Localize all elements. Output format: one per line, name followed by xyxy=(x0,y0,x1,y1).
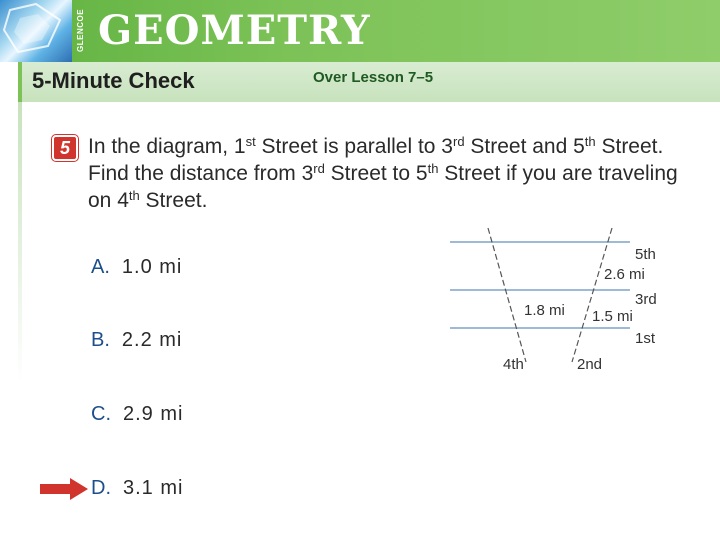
choice-value: 2.9 mi xyxy=(123,403,184,425)
choice-value: 1.0 mi xyxy=(121,256,183,278)
label-length-c: 1.5 mi xyxy=(592,308,633,325)
check-title: 5-Minute Check xyxy=(32,68,195,93)
question-text: In the diagram, 1st Street is parallel to 3rd Street and 5th Street. Find the distance from 3rd Street to 5th Street if you are traveling on 4th Street. xyxy=(88,134,678,212)
logo-graphic xyxy=(0,0,72,62)
choice-letter: B. xyxy=(91,329,110,351)
choice-b[interactable] xyxy=(91,327,182,353)
label-3rd: 3rd xyxy=(635,291,657,308)
choice-letter: D. xyxy=(91,477,111,499)
course-title: GEOMETRY xyxy=(98,7,371,54)
choice-value: 2.2 mi xyxy=(121,329,183,351)
label-5th: 5th xyxy=(635,246,656,263)
choice-a[interactable] xyxy=(91,254,182,280)
answer-arrow-icon xyxy=(40,478,90,500)
street-line-2nd xyxy=(572,228,612,362)
label-length-b: 1.8 mi xyxy=(524,302,565,319)
street-diagram xyxy=(440,222,670,382)
choice-c[interactable] xyxy=(91,401,183,427)
label-4th: 4th xyxy=(503,356,524,373)
lesson-label: Over Lesson 7–5 xyxy=(313,69,434,86)
choice-letter: C. xyxy=(91,403,111,425)
publisher-name: GLENCOE xyxy=(76,8,85,52)
choice-d[interactable] xyxy=(91,475,183,501)
label-2nd: 2nd xyxy=(577,356,603,373)
label-1st: 1st xyxy=(635,330,656,347)
label-length-a: 2.6 mi xyxy=(604,266,645,283)
street-line-4th xyxy=(488,228,526,362)
question-number-badge: 5 xyxy=(52,135,78,161)
choice-value: 3.1 mi xyxy=(123,477,184,499)
choice-letter: A. xyxy=(91,256,110,278)
left-accent-rule xyxy=(18,102,22,382)
